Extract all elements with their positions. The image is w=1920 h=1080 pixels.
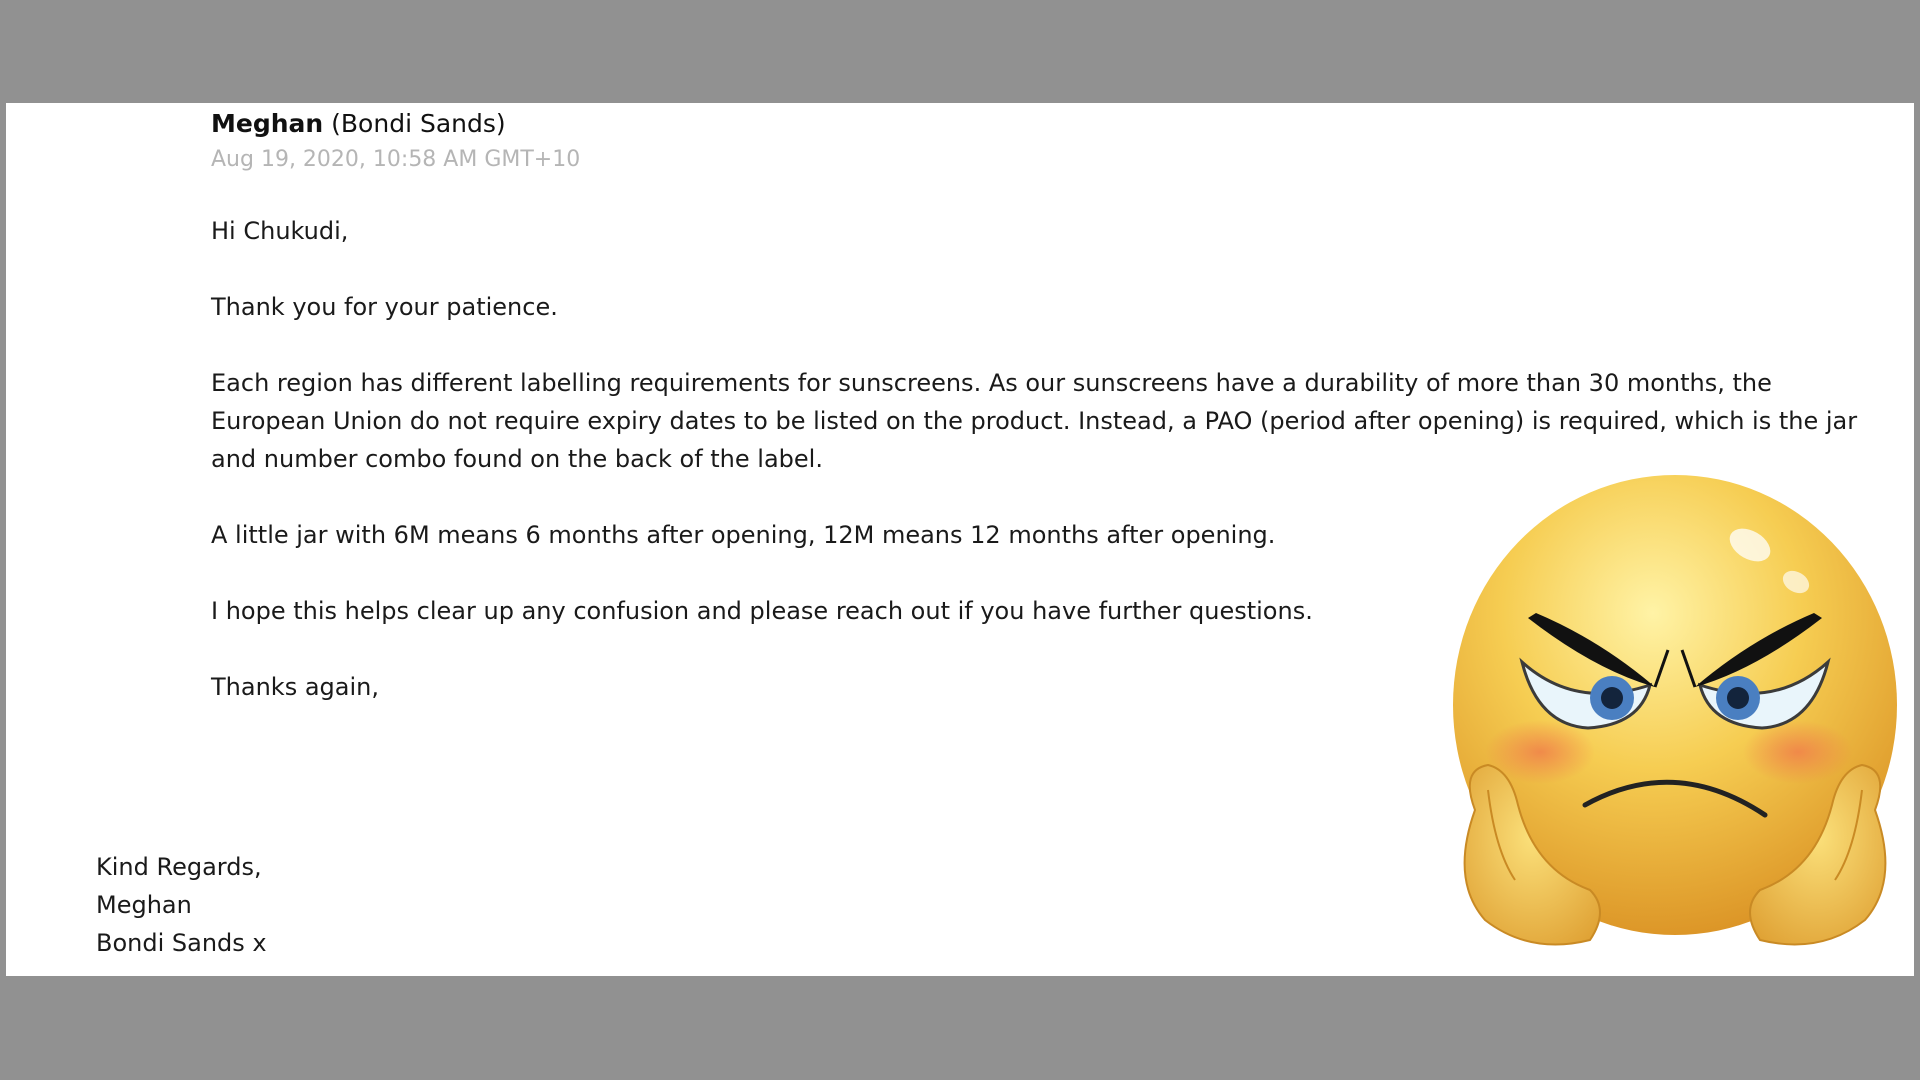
greeting: Hi Chukudi,: [211, 217, 349, 245]
sender-name: Meghan: [211, 109, 324, 138]
closing: Thanks again,: [211, 673, 379, 701]
signature-line: Bondi Sands x: [96, 929, 267, 957]
signature-line: Kind Regards,: [96, 853, 262, 881]
sender-org: (Bondi Sands): [331, 109, 506, 138]
body-paragraph: Thank you for your patience.: [211, 293, 558, 321]
body-paragraph: Each region has different labelling requirements for sunscreens. As our sunscreens have a durability of more than 30 months, the European Union do not require expiry dates to be listed on the product. Instead, a PAO (period after opening) is required, which is the jar and number combo found on the back of the label.: [211, 369, 1858, 473]
body-paragraph: A little jar with 6M means 6 months after opening, 12M means 12 months after opening.: [211, 521, 1276, 549]
body-paragraph: I hope this helps clear up any confusion and please reach out if you have further questions.: [211, 597, 1313, 625]
signature-line: Meghan: [96, 891, 192, 919]
email-signature: [96, 848, 267, 962]
email-sender: [211, 109, 506, 138]
angry-face-emoji-icon: [1440, 470, 1910, 960]
email-timestamp: Aug 19, 2020, 10:58 AM GMT+10: [211, 147, 581, 172]
